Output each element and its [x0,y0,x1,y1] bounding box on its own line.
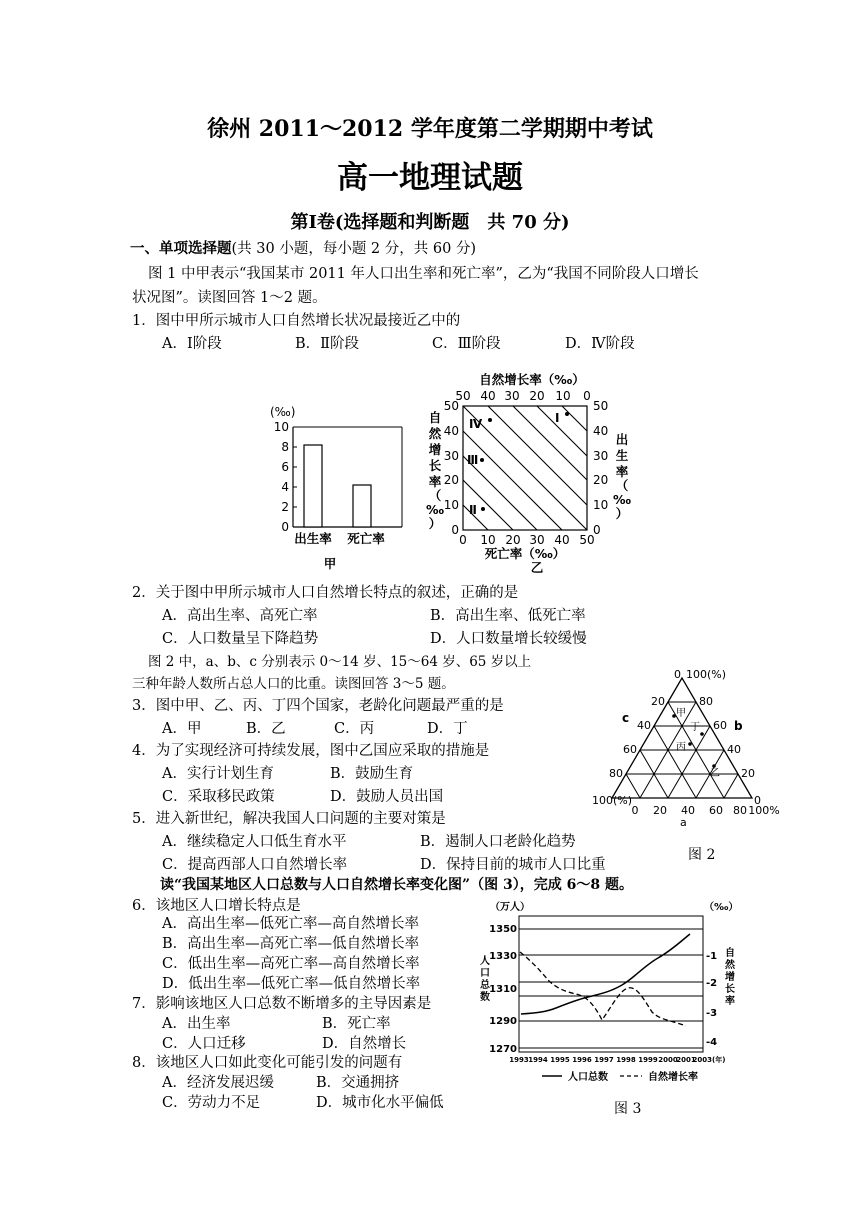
jia-bar-label: 死亡率 [347,531,385,546]
q1-stem: 1．图中甲所示城市人口自然增长状况最接近乙中的 [132,313,461,329]
fig3-left-tick: 1270 [489,1044,517,1055]
q8-opt-a: A．经济发展迟缓 [162,1075,274,1091]
fig3-right-tick: -2 [706,978,718,989]
yi-top-tick: 10 [555,389,571,403]
intro2-line1: 图 2 中，a、b、c 分别表示 0～14 岁、15～64 岁、65 岁以上 [148,654,532,670]
fig3-right-tick: -3 [706,1008,718,1019]
q2-opt-b: B．高出生率、低死亡率 [430,608,586,624]
yi-bottom-tick: 30 [529,533,545,547]
fig2-point-yi [712,764,716,768]
q7-stem: 7．影响该地区人口总数不断增多的主导因素是 [132,996,432,1012]
fig2-left-tick: 40 [637,719,651,732]
jia-ytick: 2 [281,500,289,514]
fig3-left-tick: 1330 [489,951,517,962]
yi-bottom-tick: 50 [579,533,595,547]
q6-opt-a: A．高出生率—低死亡率—高自然增长率 [162,916,419,932]
q4-opt-c: C．采取移民政策 [162,789,275,805]
q6-opt-d: D．低出生率—低死亡率—低自然增长率 [162,976,421,992]
fig2-axis-c: c [622,711,630,725]
q4-opt-a: A．实行计划生育 [162,766,274,782]
yi-point-label: Ⅳ [469,417,483,431]
fig2-right-tick: 60 [713,719,727,732]
fig2-point-jia [672,714,676,718]
jia-ytick: 6 [281,460,289,474]
fig3-right-tick: -1 [706,951,718,962]
fig3-population-line [521,934,690,1014]
jia-bar-label: 出生率 [294,531,332,546]
yi-left-tick: 10 [443,498,459,512]
figure-jia [262,400,417,572]
jia-ytick: 0 [281,520,289,534]
exam-title: 徐州 2011～2012 学年度第二学期期中考试 [207,116,653,142]
fig3-year-tick: 1994 [528,1056,548,1064]
fig3-left-label: 总 [480,980,490,991]
yi-point-iii [480,458,484,462]
jia-ytick: 8 [281,440,289,454]
intro2-line2: 三种年龄人数所占总人口的比重。读图回答 3～5 题。 [132,676,455,692]
fig2-right-tick: 40 [727,743,741,756]
fig2-country-label: 丙 [676,742,686,753]
fig3-right-label: 长 [725,984,735,995]
q3-opt-b: B．乙 [246,721,286,737]
fig3-right-label: 率 [725,996,735,1007]
q1-opt-b: B．Ⅱ阶段 [295,336,360,352]
fig2-top-pct: 100(%) [686,668,727,681]
yi-bottom-tick: 20 [505,533,521,547]
yi-right-label: 生 [615,448,629,463]
q3-opt-a: A．甲 [162,721,202,737]
jia-unit: (‰) [270,405,296,419]
fig2-bottom-tick: 80 [733,804,747,817]
fig2-country-label: 甲 [676,708,686,719]
yi-right-label: ） [615,506,629,521]
fig3-right-tick: -4 [706,1037,718,1048]
fig3-legend-solid-label: 人口总数 [568,1072,608,1083]
yi-top-tick: 0 [583,389,591,403]
yi-right-tick: 30 [593,449,609,463]
fig2-right-corner: 0 [754,794,761,807]
fig2-bottom-tick: 20 [653,804,667,817]
intro1-line1: 图 1 中甲表示“我国某市 2011 年人口出生率和死亡率”，乙为“我国不同阶段人口增长 [148,266,699,282]
yi-bottom-tick: 10 [480,533,496,547]
yi-point-label: Ⅰ [555,411,560,425]
q5-opt-d: D．保持目前的城市人口比重 [420,857,606,873]
yi-right-tick: 10 [593,498,609,512]
yi-top-tick: 40 [480,389,496,403]
fig3-left-label: 人 [480,956,490,967]
q5-opt-b: B．遏制人口老龄化趋势 [420,834,576,850]
fig2-left-tick: 60 [623,743,637,756]
fig3-left-unit: （万人） [490,902,530,913]
subject-title: 高一地理试题 [337,160,523,196]
fig3-year-tick: 1999 [638,1056,658,1064]
q8-opt-c: C．劳动力不足 [162,1095,261,1111]
fig3-legend-dash-label: 自然增长率 [648,1072,698,1083]
fig3-right-unit: （‰） [704,902,738,913]
yi-left-tick: 30 [443,449,459,463]
fig2-country-label: 丁 [690,722,700,733]
yi-right-tick: 50 [593,399,609,413]
yi-right-tick: 20 [593,473,609,487]
yi-point-label: Ⅲ [467,453,479,467]
q1-opt-a: A．Ⅰ阶段 [162,336,222,352]
fig2-bottom-tick: 40 [681,804,695,817]
q5-opt-c: C．提高西部人口自然增长率 [162,857,348,873]
jia-bar-birth-rate [304,445,322,527]
fig3-year-tick: 1998 [616,1056,636,1064]
q4-opt-d: D．鼓励人员出国 [330,789,444,805]
figure-yi [425,366,640,576]
fig3-right-label: 增 [725,972,735,983]
yi-left-label: 增 [428,442,442,457]
yi-point-ii [481,507,485,511]
fig3-left-label: 口 [480,968,490,979]
q6-stem: 6．该地区人口增长特点是 [132,898,301,914]
q1-opt-d: D．Ⅳ阶段 [565,336,635,352]
q7-opt-c: C．人口迁移 [162,1036,246,1052]
yi-left-tick: 0 [451,523,459,537]
q2-stem: 2．关于图中甲所示城市人口自然增长特点的叙述，正确的是 [132,585,519,601]
fig2-left-corner: 100(%) [592,794,633,807]
fig3-right-label: 自 [725,948,735,959]
yi-bottom-tick: 0 [459,533,467,547]
q3-opt-d: D．丁 [427,721,468,737]
q7-opt-b: B．死亡率 [322,1016,391,1032]
fig2-right-tick: 80 [699,695,713,708]
fig3-year-tick: 2000 [658,1056,678,1064]
q6-opt-c: C．低出生率—高死亡率—高自然增长率 [162,956,420,972]
yi-top-tick: 30 [504,389,520,403]
yi-left-tick: 20 [443,473,459,487]
fig3-year-tick: 2001 [676,1056,696,1064]
yi-right-label: ‰ [613,492,631,507]
yi-right-label: 出 [615,432,629,447]
q1-opt-c: C．Ⅲ阶段 [432,336,501,352]
fig3-left-tick: 1350 [489,924,517,935]
fig3-caption: 图 3 [614,1101,642,1117]
q5-stem: 5．进入新世纪，解决我国人口问题的主要对策是 [132,811,446,827]
q4-opt-b: B．鼓励生育 [330,766,414,782]
yi-caption: 乙 [530,560,544,575]
figure-3-population [476,896,738,1086]
yi-top-tick: 20 [529,389,545,403]
intro1-line2: 状况图”。读图回答 1～2 题。 [132,290,327,306]
yi-left-label: ） [428,516,442,531]
section1-heading: 一、单项选择题(共 30 小题，每小题 2 分，共 60 分) [130,240,477,257]
yi-left-label: ‰ [426,502,444,517]
fig3-growth-rate-line [520,952,686,1026]
yi-left-label: 长 [428,458,442,473]
q2-opt-c: C．人口数量呈下降趋势 [162,631,319,647]
q7-opt-d: D．自然增长 [322,1036,407,1052]
yi-right-tick: 40 [593,424,609,438]
q4-stem: 4．为了实现经济可持续发展，图中乙国应采取的措施是 [132,743,490,759]
fig2-right-tick: 20 [741,767,755,780]
q7-opt-a: A．出生率 [162,1016,231,1032]
fig3-year-tick: 1993 [509,1056,529,1064]
jia-ytick: 4 [281,480,289,494]
yi-bottom-tick: 40 [554,533,570,547]
part-title: 第Ⅰ卷(选择题和判断题 共 70 分) [290,212,570,233]
jia-ytick: 10 [273,420,289,434]
figure-2-ternary [590,664,780,864]
q8-stem: 8．该地区人口如此变化可能引发的问题有 [132,1055,403,1071]
jia-bar-death-rate [353,485,371,527]
fig3-year-tick: 1995 [550,1056,570,1064]
q3-opt-c: C．丙 [334,721,375,737]
fig2-left-tick: 80 [609,767,623,780]
fig3-year-tick: 1997 [594,1056,614,1064]
yi-left-label: （ [428,488,442,503]
q5-opt-a: A．继续稳定人口低生育水平 [162,834,347,850]
fig3-right-label: 然 [725,960,735,971]
fig2-axis-b: b [734,719,743,733]
fig2-axis-a: a [680,816,687,829]
yi-point-iv [488,418,492,422]
fig3-year-tick: 1996 [572,1056,592,1064]
yi-left-label: 率 [428,474,442,489]
yi-top-tick: 50 [455,389,471,403]
fig2-caption: 图 2 [688,847,716,863]
fig3-left-tick: 1290 [489,1016,517,1027]
yi-left-tick: 40 [443,424,459,438]
fig2-point-ding [700,732,704,736]
fig2-point-bing [688,742,692,746]
fig3-year-tick: 2003(年) [692,1056,726,1064]
fig3-left-label: 数 [480,992,490,1003]
yi-right-label: （ [615,478,629,493]
yi-top-label: 自然增长率（‰） [479,372,585,387]
yi-right-tick: 0 [593,523,601,537]
yi-left-label: 然 [428,426,442,441]
fig2-left-tick: 20 [651,695,665,708]
q6-opt-b: B．高出生率—高死亡率—低自然增长率 [162,936,420,952]
q2-opt-a: A．高出生率、高死亡率 [162,608,318,624]
yi-point-label: Ⅱ [469,503,477,517]
q8-opt-d: D．城市化水平偏低 [316,1095,444,1111]
fig3-left-tick: 1310 [489,984,517,995]
q3-stem: 3．图中甲、乙、丙、丁四个国家，老龄化问题最严重的是 [132,698,504,714]
yi-left-label: 自 [428,410,442,425]
jia-caption: 甲 [323,556,337,571]
fig2-country-label: 乙 [710,768,720,779]
fig2-bottom-tick: 60 [709,804,723,817]
fig2-bottom-tick: 100% [748,804,780,817]
yi-bottom-label: 死亡率（‰） [484,546,566,561]
intro3: 读“我国某地区人口总数与人口自然增长率变化图”（图 3），完成 6～8 题。 [160,877,633,893]
q2-opt-d: D．人口数量增长较缓慢 [430,631,587,647]
yi-point-i [565,412,569,416]
fig2-bottom-tick: 0 [631,804,639,817]
fig2-top-zero: 0 [674,668,681,681]
yi-left-tick: 50 [443,399,459,413]
yi-right-label: 率 [615,464,629,479]
q8-opt-b: B．交通拥挤 [316,1075,400,1091]
